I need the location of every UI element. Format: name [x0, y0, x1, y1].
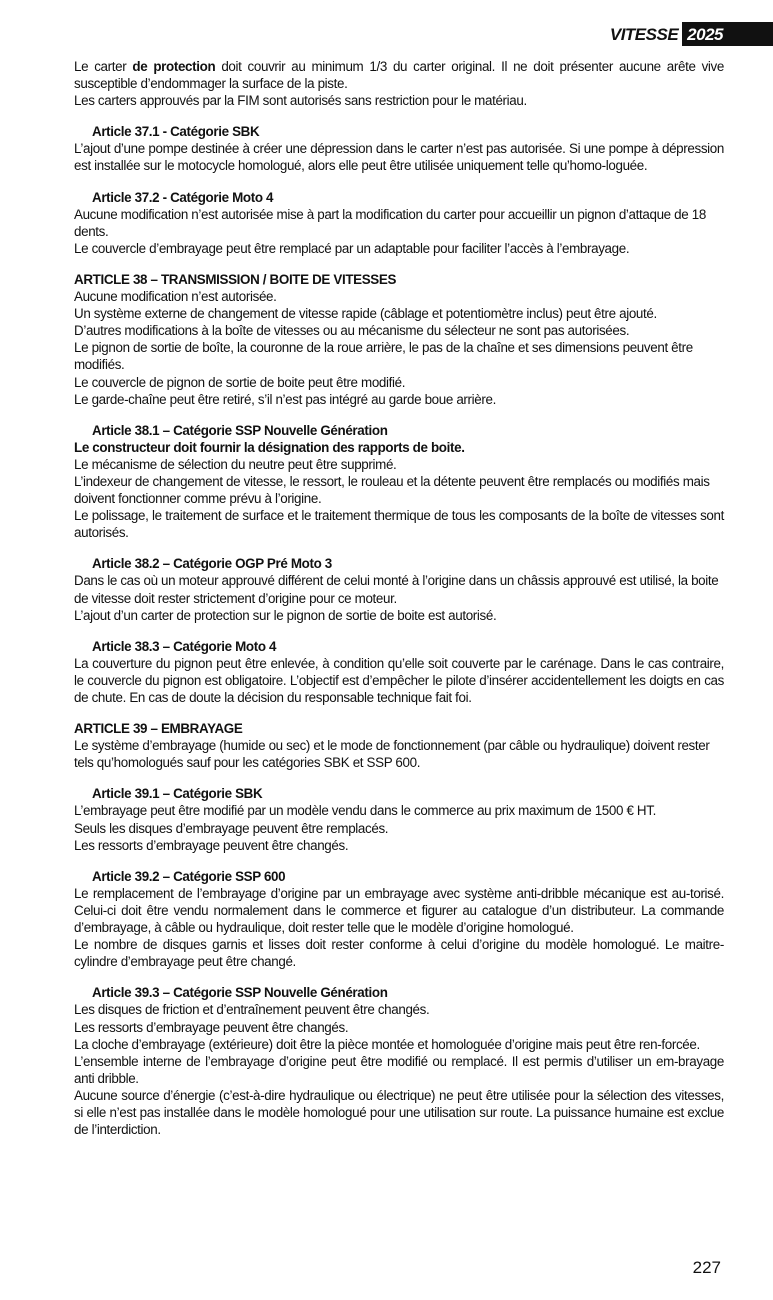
article-heading: Article 38.3 – Catégorie Moto 4: [92, 638, 277, 654]
paragraph: Les carters approuvés par la FIM sont autorisés sans restriction pour le matériau.: [74, 93, 527, 109]
paragraph: Les ressorts d’embrayage peuvent être changés.: [74, 837, 349, 853]
paragraph: L’indexeur de changement de vitesse, le ressort, le rouleau et la détente peuvent être remplacés ou modifiés mais doivent fonctionner comme prévu à l’origine.: [74, 473, 710, 507]
paragraph: Un système externe de changement de vitesse rapide (câblage et potentiomètre inclus) peut être ajouté.: [74, 306, 657, 322]
paragraph: Le nombre de disques garnis et lisses doit rester conforme à celui d’origine du modèle homologué. Le maitre-cylindre d’embrayage peut être changé.: [74, 937, 724, 970]
section-heading: ARTICLE 39 – EMBRAYAGE: [74, 721, 243, 737]
paragraph: Le polissage, le traitement de surface et le traitement thermique de tous les composants de la boîte de vitesses sont autorisés.: [74, 508, 724, 541]
intro-emphasis: de protection: [132, 59, 216, 74]
paragraph: Le mécanisme de sélection du neutre peut être supprimé.: [74, 456, 397, 472]
paragraph: Le couvercle d’embrayage peut être remplacé par un adaptable pour faciliter l’accès à l’embrayage.: [74, 240, 630, 256]
article-heading: Article 39.2 – Catégorie SSP 600: [92, 868, 286, 884]
running-header: [610, 22, 773, 46]
paragraph: Le remplacement de l’embrayage d’origine par un embrayage avec système anti-dribble mécanique est au-torisé. Celui-ci doit être vendu normalement dans le commerce et figurer au catalogue d’un distributeur. La commande d’embrayage, à câble ou hydraulique, doit rester telle que le modèle d’origine homologué.: [74, 885, 724, 936]
paragraph: Dans le cas où un moteur approuvé différent de celui monté à l’origine dans un châssis approuvé est utilisé, la boite de vitesse doit rester strictement d’origine pour ce moteur.: [74, 573, 719, 606]
article-heading: Article 37.2 - Catégorie Moto 4: [92, 189, 274, 205]
document-body: [74, 58, 724, 1138]
article-heading: Article 38.1 – Catégorie SSP Nouvelle Génération: [92, 422, 388, 438]
section-heading: ARTICLE 38 – TRANSMISSION / BOITE DE VITESSES: [74, 271, 397, 287]
page-number: 227: [692, 1258, 721, 1277]
paragraph: Seuls les disques d’embrayage peuvent être remplacés.: [74, 820, 389, 836]
paragraph: Les ressorts d’embrayage peuvent être changés.: [74, 1019, 349, 1035]
intro-paragraph: Le carter de protection doit couvrir au minimum 1/3 du carter original. Il ne doit présenter aucune arête vive susceptible d’endommager la surface de la piste.: [74, 59, 724, 92]
header-year-badge: 2025: [682, 22, 773, 46]
paragraph: L’embrayage peut être modifié par un modèle vendu dans le commerce au prix maximum de 1500 € HT.: [74, 803, 656, 819]
article-heading: Article 38.2 – Catégorie OGP Pré Moto 3: [92, 556, 332, 572]
header-title: VITESSE: [609, 25, 679, 44]
paragraph: Aucune source d’énergie (c’est-à-dire hydraulique ou électrique) ne peut être utilisée pour la sélection des vitesses, si elle n’est pas installée dans le modèle homologué pour une utilisation sur route. La puissance humaine est exclue de l’interdiction.: [74, 1087, 724, 1138]
paragraph: Aucune modification n’est autorisée mise à part la modification du carter pour accueillir un pignon d’attaque de 18 dents.: [74, 206, 706, 239]
paragraph: Aucune modification n’est autorisée.: [74, 289, 277, 305]
article-heading: Article 39.3 – Catégorie SSP Nouvelle Génération: [92, 985, 388, 1001]
paragraph: D’autres modifications à la boîte de vitesses ou au mécanisme du sélecteur ne sont pas autorisées.: [74, 323, 630, 339]
paragraph: L’ajout d’une pompe destinée à créer une dépression dans le carter n’est pas autorisée. Si une pompe à dépression est installée sur le motocycle homologué, alors elle peut être utilisée uniquement telle qu’homo-loguée.: [74, 141, 724, 174]
article-heading: Article 39.1 – Catégorie SBK: [92, 786, 263, 802]
paragraph: Le pignon de sortie de boîte, la couronne de la roue arrière, le pas de la chaîne et ses dimensions peuvent être modifiés.: [74, 340, 693, 373]
paragraph: La couverture du pignon peut être enlevée, à condition qu’elle soit couverte par le carénage. Dans le cas contraire, le couvercle du pignon est obligatoire. L’objectif est d’empêcher le pilote d’insérer accidentellement les doigts en cas de chute. En cas de doute la décision du responsable technique fait foi.: [74, 655, 724, 705]
article-heading: Article 37.1 - Catégorie SBK: [92, 124, 260, 140]
paragraph: Le garde-chaîne peut être retiré, s’il n’est pas intégré au garde boue arrière.: [74, 391, 496, 407]
paragraph: L’ajout d’un carter de protection sur le pignon de sortie de boite est autorisé.: [74, 607, 497, 623]
paragraph: Le système d’embrayage (humide ou sec) et le mode de fonctionnement (par câble ou hydraulique) doivent rester tels qu’homologués sauf pour les catégories SBK et SSP 600.: [74, 738, 710, 771]
paragraph: Le couvercle de pignon de sortie de boite peut être modifié.: [74, 374, 406, 390]
bold-statement: Le constructeur doit fournir la désignation des rapports de boite.: [74, 439, 465, 455]
paragraph: La cloche d’embrayage (extérieure) doit être la pièce montée et homologuée d’origine mais peut être ren-forcée.: [74, 1036, 700, 1052]
paragraph: L’ensemble interne de l’embrayage d’origine peut être modifié ou remplacé. Il est permis d’utiliser un em-brayage anti dribble.: [74, 1053, 724, 1086]
paragraph: Les disques de friction et d’entraînement peuvent être changés.: [74, 1002, 430, 1018]
